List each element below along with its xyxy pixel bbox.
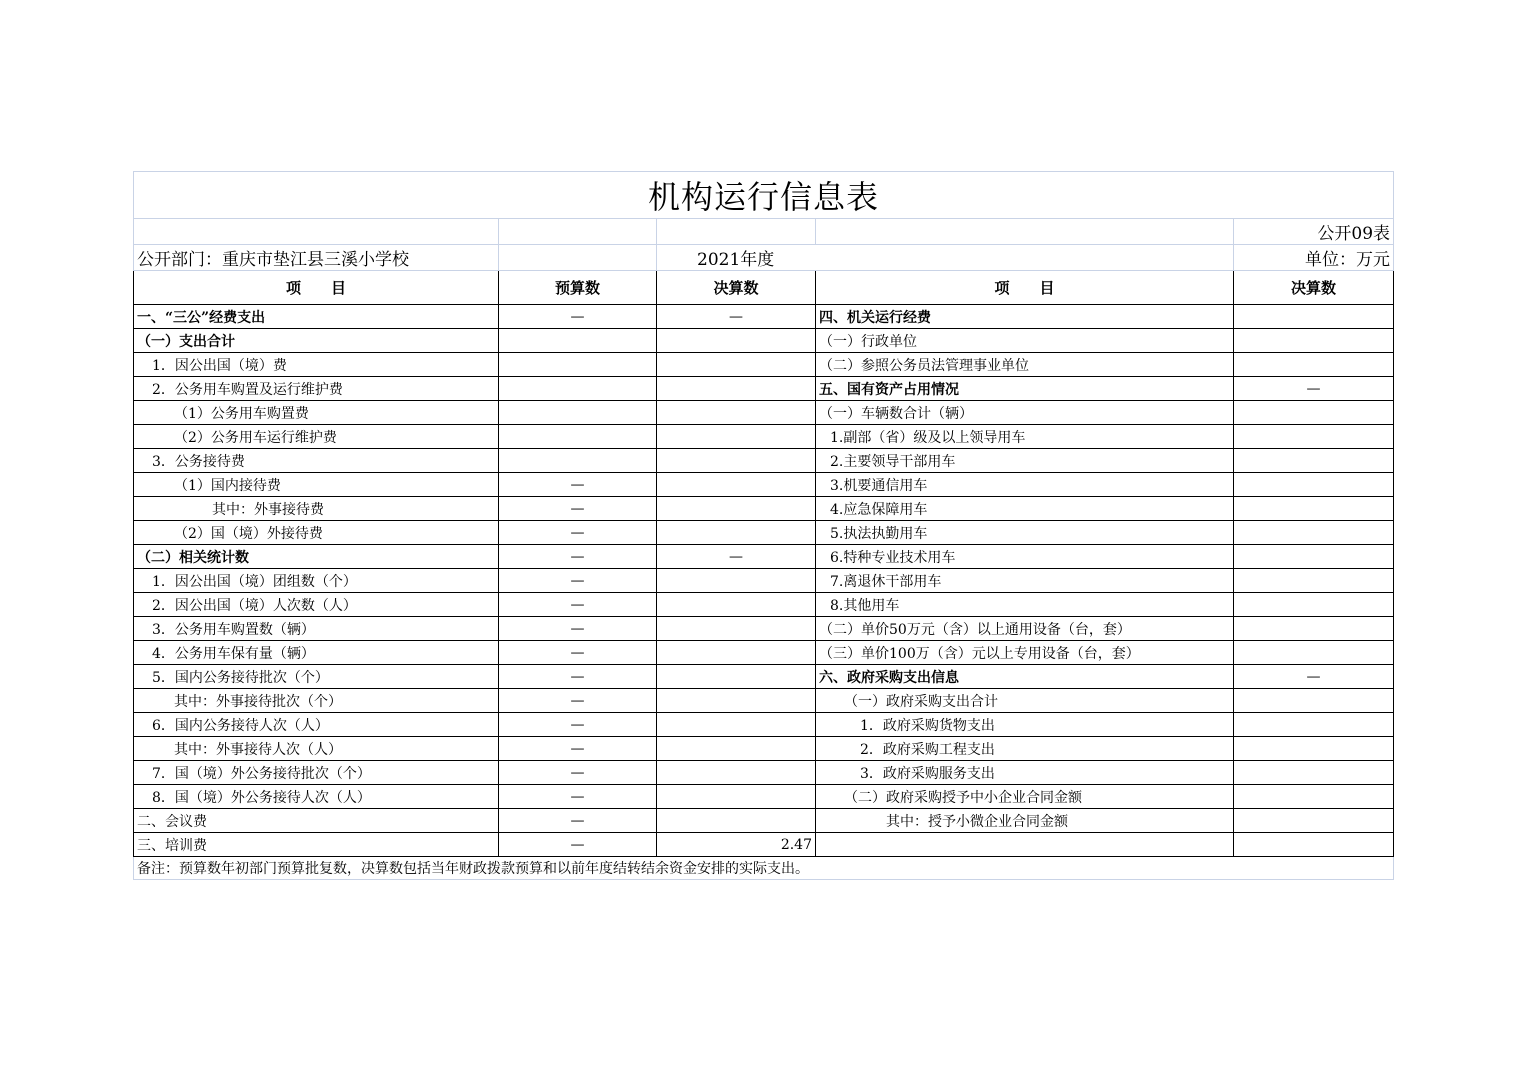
row-budget [499, 377, 657, 401]
row-budget: — [499, 521, 657, 545]
row-budget: — [499, 593, 657, 617]
row-final-right [1234, 809, 1394, 833]
row-final [657, 737, 816, 761]
row-item-left: 2．公务用车购置及运行维护费 [134, 377, 499, 401]
row-item-right: （一）政府采购支出合计 [816, 689, 1234, 713]
row-final-right [1234, 425, 1394, 449]
row-item-right: 五、国有资产占用情况 [816, 377, 1234, 401]
row-final [657, 569, 816, 593]
table-row [134, 833, 1394, 857]
row-final-right [1234, 473, 1394, 497]
row-budget: — [499, 833, 657, 857]
row-item-left: 其中：外事接待人次（人） [134, 737, 499, 761]
row-item-left: 1．因公出国（境）费 [134, 353, 499, 377]
row-budget [499, 401, 657, 425]
row-item-right: 六、政府采购支出信息 [816, 665, 1234, 689]
row-item-left: 7．国（境）外公务接待批次（个） [134, 761, 499, 785]
row-budget [499, 353, 657, 377]
row-item-left: （一）支出合计 [134, 329, 499, 353]
row-final-right [1234, 713, 1394, 737]
header-final-right: 决算数 [1234, 271, 1394, 305]
row-item-right: 8.其他用车 [816, 593, 1234, 617]
row-item-left: 6．国内公务接待人次（人） [134, 713, 499, 737]
row-final [657, 473, 816, 497]
table-row [134, 713, 1394, 737]
row-item-right: 2.主要领导干部用车 [816, 449, 1234, 473]
table-row [134, 737, 1394, 761]
row-final-right [1234, 569, 1394, 593]
row-final: 2.47 [657, 833, 816, 857]
table-row [134, 497, 1394, 521]
table-row [134, 425, 1394, 449]
row-budget: — [499, 785, 657, 809]
row-budget: — [499, 569, 657, 593]
row-item-right: 3.机要通信用车 [816, 473, 1234, 497]
row-item-right: （二）参照公务员法管理事业单位 [816, 353, 1234, 377]
row-final [657, 377, 816, 401]
table-row [134, 401, 1394, 425]
row-item-left: 4．公务用车保有量（辆） [134, 641, 499, 665]
table-row [134, 761, 1394, 785]
row-item-right: 5.执法执勤用车 [816, 521, 1234, 545]
row-final-right [1234, 449, 1394, 473]
row-item-left: 其中：外事接待费 [134, 497, 499, 521]
footnote: 备注：预算数年初部门预算批复数，决算数包括当年财政拨款预算和以前年度结转结余资金安排的实际支出。 [134, 857, 1394, 880]
row-item-right: 1．政府采购货物支出 [816, 713, 1234, 737]
row-final [657, 329, 816, 353]
row-budget [499, 329, 657, 353]
row-item-right: （二）单价50万元（含）以上通用设备（台，套） [816, 617, 1234, 641]
row-final-right [1234, 329, 1394, 353]
row-budget: — [499, 545, 657, 569]
row-final: — [657, 545, 816, 569]
row-item-right [816, 833, 1234, 857]
row-budget: — [499, 713, 657, 737]
row-item-left: 5．国内公务接待批次（个） [134, 665, 499, 689]
row-final-right [1234, 617, 1394, 641]
table-row [134, 521, 1394, 545]
row-final [657, 761, 816, 785]
row-item-right: 1.副部（省）级及以上领导用车 [816, 425, 1234, 449]
row-final-right [1234, 737, 1394, 761]
row-item-right: （一）车辆数合计（辆） [816, 401, 1234, 425]
row-final-right [1234, 593, 1394, 617]
row-final [657, 689, 816, 713]
row-final-right [1234, 353, 1394, 377]
row-budget: — [499, 761, 657, 785]
row-final-right [1234, 785, 1394, 809]
row-item-right: 6.特种专业技术用车 [816, 545, 1234, 569]
row-final [657, 665, 816, 689]
row-item-right: 2．政府采购工程支出 [816, 737, 1234, 761]
row-final-right: — [1234, 665, 1394, 689]
row-budget: — [499, 641, 657, 665]
row-item-right: 四、机关运行经费 [816, 305, 1234, 329]
row-item-right: 其中：授予小微企业合同金额 [816, 809, 1234, 833]
row-final-right [1234, 689, 1394, 713]
header-budget: 预算数 [499, 271, 657, 305]
row-item-left: 二、会议费 [134, 809, 499, 833]
row-budget: — [499, 689, 657, 713]
row-budget: — [499, 473, 657, 497]
table-row [134, 329, 1394, 353]
unit-label: 单位：万元 [1234, 245, 1394, 271]
row-final-right [1234, 305, 1394, 329]
row-item-left: （二）相关统计数 [134, 545, 499, 569]
row-final [657, 521, 816, 545]
table-row [134, 305, 1394, 329]
row-item-left: （2）公务用车运行维护费 [134, 425, 499, 449]
report-sheet [133, 171, 1393, 880]
table-row [134, 785, 1394, 809]
row-budget: — [499, 809, 657, 833]
header-item-left: 项 目 [134, 271, 499, 305]
table-row [134, 665, 1394, 689]
row-final [657, 497, 816, 521]
header-final-left: 决算数 [657, 271, 816, 305]
info-table [133, 171, 1394, 880]
row-final [657, 425, 816, 449]
table-row [134, 377, 1394, 401]
row-final [657, 593, 816, 617]
department-label: 公开部门：重庆市垫江县三溪小学校 [134, 245, 499, 271]
row-item-left: 其中：外事接待批次（个） [134, 689, 499, 713]
row-final [657, 449, 816, 473]
table-row [134, 569, 1394, 593]
row-final-right: — [1234, 377, 1394, 401]
row-final-right [1234, 545, 1394, 569]
row-final [657, 353, 816, 377]
table-number: 公开09表 [1234, 219, 1394, 245]
row-final-right [1234, 833, 1394, 857]
table-row [134, 593, 1394, 617]
table-row [134, 689, 1394, 713]
row-final-right [1234, 521, 1394, 545]
fiscal-year: 2021年度 [657, 245, 1234, 271]
row-final: — [657, 305, 816, 329]
row-item-right: （一）行政单位 [816, 329, 1234, 353]
row-item-left: 3．公务用车购置数（辆） [134, 617, 499, 641]
row-item-left: 一、“三公”经费支出 [134, 305, 499, 329]
row-final [657, 713, 816, 737]
row-budget [499, 449, 657, 473]
row-budget [499, 425, 657, 449]
row-item-right: （三）单价100万（含）元以上专用设备（台，套） [816, 641, 1234, 665]
header-item-right: 项 目 [816, 271, 1234, 305]
row-final-right [1234, 401, 1394, 425]
page-title: 机构运行信息表 [134, 172, 1394, 219]
row-budget: — [499, 617, 657, 641]
table-row [134, 353, 1394, 377]
row-item-right: 4.应急保障用车 [816, 497, 1234, 521]
row-item-left: （1）国内接待费 [134, 473, 499, 497]
table-row [134, 473, 1394, 497]
row-item-right: 7.离退休干部用车 [816, 569, 1234, 593]
table-row [134, 449, 1394, 473]
row-final [657, 809, 816, 833]
row-budget: — [499, 665, 657, 689]
row-final-right [1234, 497, 1394, 521]
table-row [134, 809, 1394, 833]
row-item-left: 1．因公出国（境）团组数（个） [134, 569, 499, 593]
row-final [657, 401, 816, 425]
row-final-right [1234, 641, 1394, 665]
row-item-right: 3．政府采购服务支出 [816, 761, 1234, 785]
row-final [657, 617, 816, 641]
row-budget: — [499, 497, 657, 521]
table-row [134, 545, 1394, 569]
row-final-right [1234, 761, 1394, 785]
row-item-right: （二）政府采购授予中小企业合同金额 [816, 785, 1234, 809]
row-budget: — [499, 305, 657, 329]
row-final [657, 641, 816, 665]
table-row [134, 641, 1394, 665]
row-item-left: （2）国（境）外接待费 [134, 521, 499, 545]
row-final [657, 785, 816, 809]
row-item-left: 3．公务接待费 [134, 449, 499, 473]
row-item-left: 8．国（境）外公务接待人次（人） [134, 785, 499, 809]
row-item-left: 三、培训费 [134, 833, 499, 857]
row-item-left: 2．因公出国（境）人次数（人） [134, 593, 499, 617]
table-row [134, 617, 1394, 641]
row-item-left: （1）公务用车购置费 [134, 401, 499, 425]
row-budget: — [499, 737, 657, 761]
